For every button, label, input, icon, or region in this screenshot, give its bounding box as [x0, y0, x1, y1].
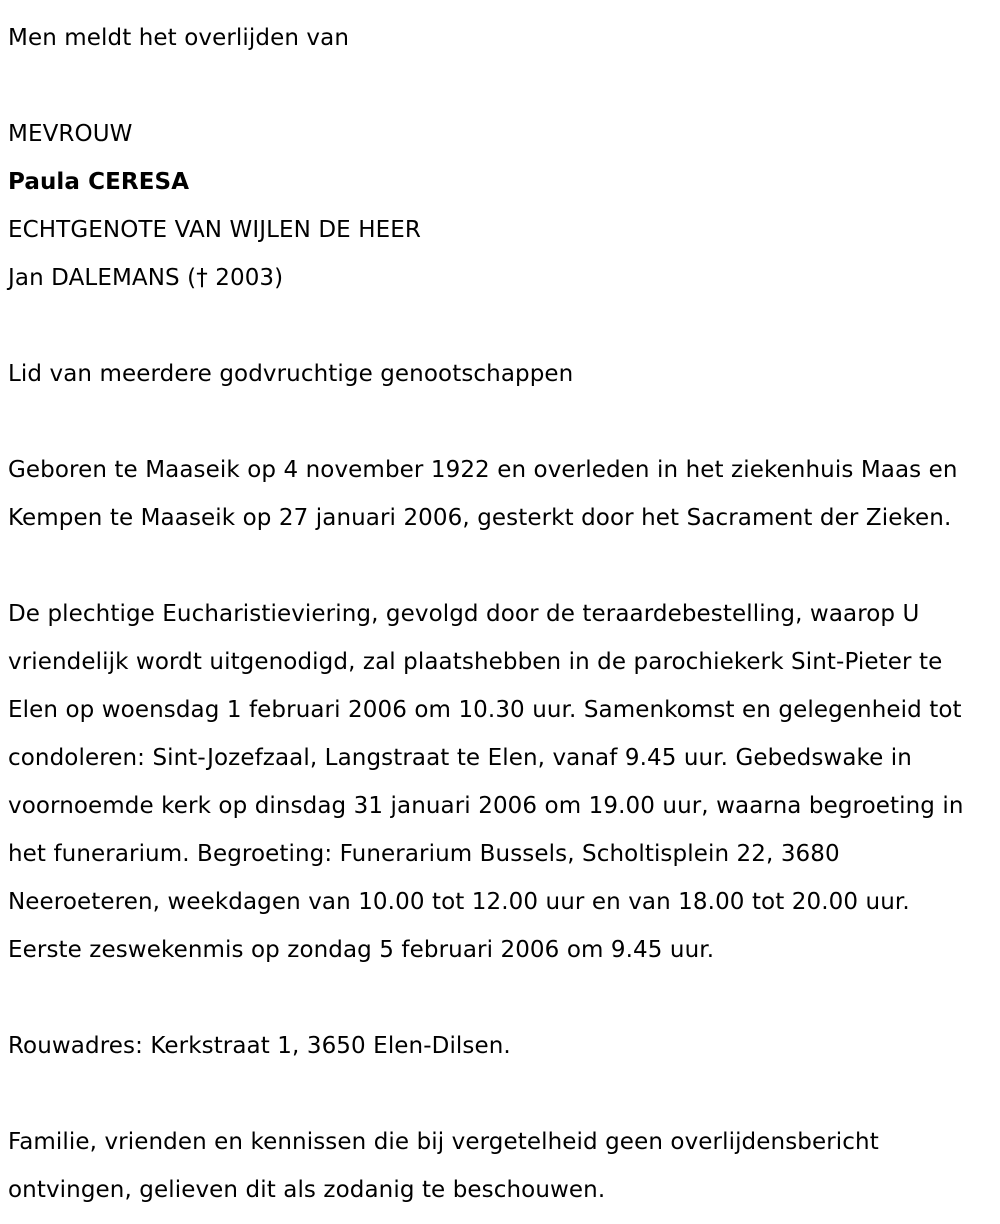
relation-label: ECHTGENOTE VAN WIJLEN DE HEER: [8, 217, 421, 243]
membership-line: Lid van meerdere godvruchtige genootschappen: [8, 361, 574, 387]
spacer: [8, 542, 982, 590]
intro-line: Men meldt het overlijden van: [8, 25, 349, 51]
ceremony-paragraph: De plechtige Eucharistieviering, gevolgd door de teraardebestelling, waarop U vriendelijk wordt uitgenodigd, zal plaatshebben in de parochiekerk Sint-Pieter te Elen op woensdag 1 februari 2006 om 10.30 uur. Samenkomst en gelegenheid tot condoleren: Sint-Jozefzaal, Langstraat te Elen, vanaf 9.45 uur. Gebedswake in voornoemde kerk op dinsdag 31 januari 2006 om 19.00 uur, waarna begroeting in het funerarium. Begroeting: Funerarium Bussels, Scholtisplein 22, 3680 Neeroeteren, weekdagen van 10.00 tot 12.00 uur en van 18.00 tot 20.00 uur. Eerste zeswekenmis op zondag 5 februari 2006 om 9.45 uur.: [8, 601, 964, 963]
spacer: [8, 1070, 982, 1118]
spacer: [8, 302, 982, 350]
deceased-name: Paula CERESA: [8, 169, 190, 195]
spacer: [8, 974, 982, 1022]
mourning-address-paragraph: Rouwadres: Kerkstraat 1, 3650 Elen-Dilsen.: [8, 1033, 511, 1059]
closing-paragraph: Familie, vrienden en kennissen die bij vergetelheid geen overlijdensbericht ontvingen, gelieven dit als zodanig te beschouwen.: [8, 1129, 879, 1203]
spacer: [8, 62, 982, 110]
spacer: [8, 398, 982, 446]
salutation-line: MEVROUW: [8, 121, 133, 147]
birth-death-paragraph: Geboren te Maaseik op 4 november 1922 en overleden in het ziekenhuis Maas en Kempen te Maaseik op 27 januari 2006, gesterkt door het Sacrament der Zieken.: [8, 457, 958, 531]
spouse-name: Jan DALEMANS († 2003): [8, 265, 284, 291]
